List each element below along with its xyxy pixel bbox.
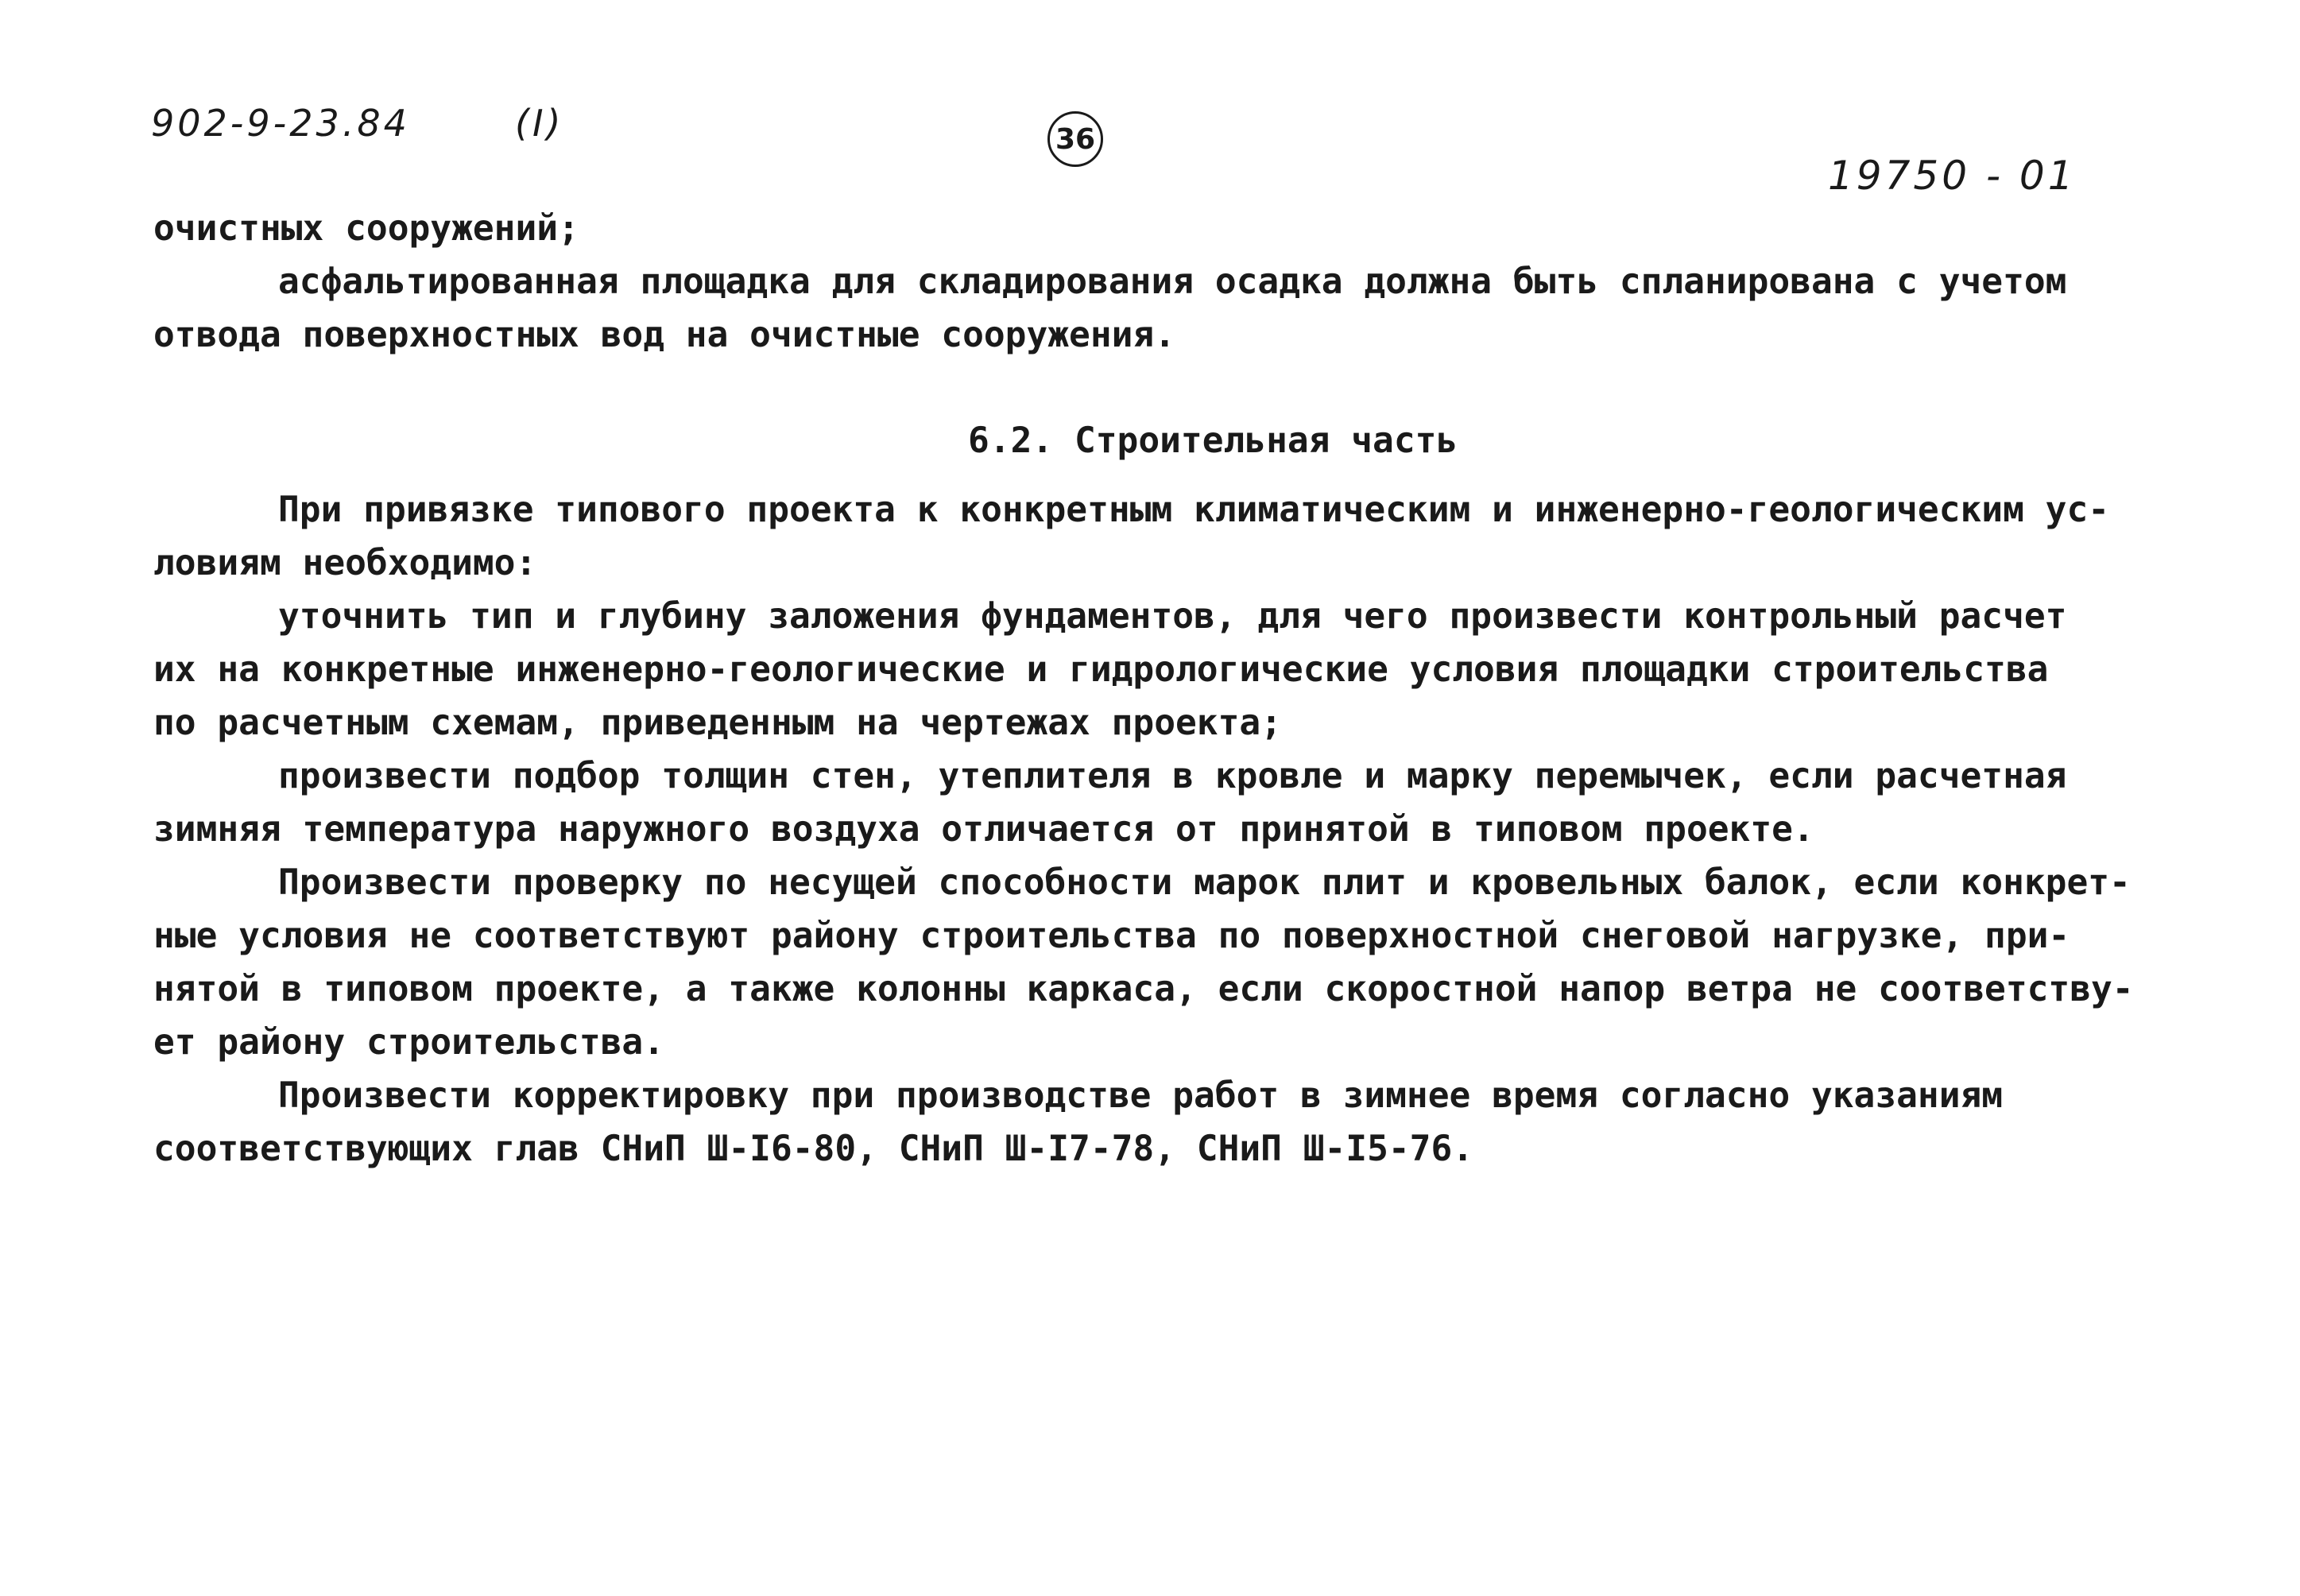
text-line: асфальтированная площадка для складирования осадка должна быть спланирована с учетом: [278, 261, 2067, 302]
text-line: отвода поверхностных вод на очистные сооружения.: [153, 315, 1175, 355]
text-line: ет району строительства.: [153, 1022, 664, 1063]
text-line: Произвести корректировку при производстве работ в зимнее время согласно указаниям: [278, 1075, 2004, 1116]
text-line: нятой в типовом проекте, а также колонны каркаса, если скоростной напор ветра не соответству-: [153, 969, 2134, 1009]
text-line: ные условия не соответствуют району строительства по поверхностной снеговой нагрузке, при-: [153, 916, 2070, 956]
text-line: их на конкретные инженерно-геологические и гидрологические условия площадки строительства: [153, 649, 2049, 690]
text-line: по расчетным схемам, приведенным на чертежах проекта;: [153, 703, 1282, 743]
page-number-circle: 36: [1047, 111, 1103, 167]
section-heading: 6.2. Строительная часть: [968, 420, 1458, 461]
text-line: ловиям необходимо:: [153, 543, 537, 583]
text-line: Произвести проверку по несущей способности марок плит и кровельных балок, если конкрет-: [278, 862, 2131, 903]
text-line: зимняя температура наружного воздуха отличается от принятой в типовом проекте.: [153, 809, 1814, 850]
sheet-code: 19750 - 01: [1828, 153, 2077, 199]
text-line: уточнить тип и глубину заложения фундаментов, для чего произвести контрольный расчет: [278, 596, 2067, 637]
text-line: соответствующих глав СНиП Ш-I6-80, СНиП Ш-I7-78, СНиП Ш-I5-76.: [153, 1129, 1474, 1169]
text-line: При привязке типового проекта к конкретным климатическим и инженерно-геологическим ус-: [278, 490, 2110, 530]
text-line: произвести подбор толщин стен, утеплителя в кровле и марку перемычек, если расчетная: [278, 756, 2067, 796]
document-part: (I): [515, 102, 564, 145]
text-line: очистных сооружений;: [153, 208, 579, 249]
document-code: 902-9-23.84: [151, 102, 410, 145]
